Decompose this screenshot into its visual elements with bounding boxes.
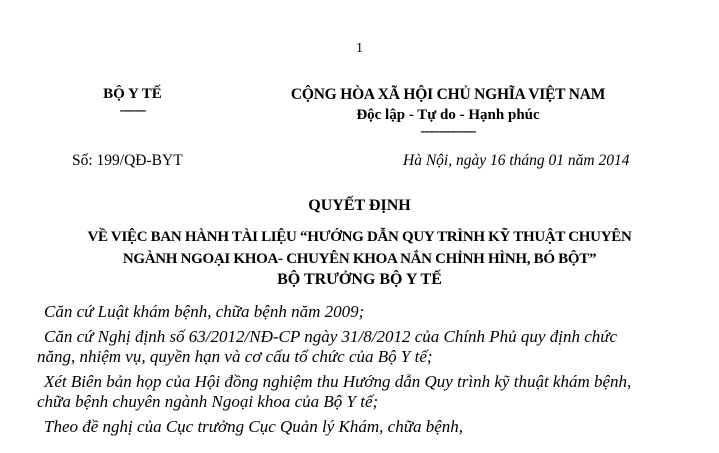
recital-paragraph-2 — [37, 327, 699, 367]
document-number: Số: 199/QĐ-BYT — [72, 152, 183, 169]
recital-line: Căn cứ Luật khám bệnh, chữa bệnh năm 2009; — [44, 302, 365, 321]
motto-divider: --------------- — [420, 124, 476, 139]
recital-line: Theo đề nghị của Cục trưởng Cục Quản lý Khám, chữa bệnh, — [44, 417, 464, 436]
recital-paragraph-3 — [37, 372, 699, 412]
issuer-heading: BỘ TRƯỞNG BỘ Y TẾ — [277, 271, 442, 288]
document-title-line-2: NGÀNH NGOẠI KHOA- CHUYÊN KHOA NẮN CHỈNH HÌNH, BÓ BỘT” — [122, 251, 597, 267]
agency-divider: ------- — [119, 103, 146, 118]
national-title: CỘNG HÒA XÃ HỘI CHỦ NGHĨA VIỆT NAM — [290, 86, 606, 103]
document-title-line-1: VỀ VIỆC BAN HÀNH TÀI LIỆU “HƯỚNG DẪN QUY TRÌNH KỸ THUẬT CHUYÊN — [87, 229, 632, 245]
recital-line: chữa bệnh chuyên ngành Ngoại khoa của Bộ Y tế; — [37, 392, 379, 411]
national-motto: Độc lập - Tự do - Hạnh phúc — [356, 107, 540, 123]
issuing-agency-name: BỘ Y TẾ — [103, 86, 162, 102]
document-type-heading: QUYẾT ĐỊNH — [308, 197, 411, 214]
document-title — [0, 226, 719, 270]
place-date-line: Hà Nội, ngày 16 tháng 01 năm 2014 — [403, 152, 630, 169]
recital-line: Căn cứ Nghị định số 63/2012/NĐ-CP ngày 31/8/2012 của Chính Phủ quy định chức — [44, 327, 618, 346]
recital-line: Xét Biên bản họp của Hội đồng nghiệm thu Hướng dẫn Quy trình kỹ thuật khám bệnh, — [44, 372, 632, 391]
recital-line: năng, nhiệm vụ, quyền hạn và cơ cấu tổ chức của Bộ Y tế; — [37, 347, 433, 366]
recital-paragraph-4 — [37, 417, 699, 437]
national-header-block — [260, 85, 636, 139]
issuing-agency-block — [40, 85, 225, 118]
recital-paragraph-1 — [37, 302, 699, 322]
recitals-section — [37, 302, 699, 442]
page-number: 1 — [356, 41, 363, 56]
